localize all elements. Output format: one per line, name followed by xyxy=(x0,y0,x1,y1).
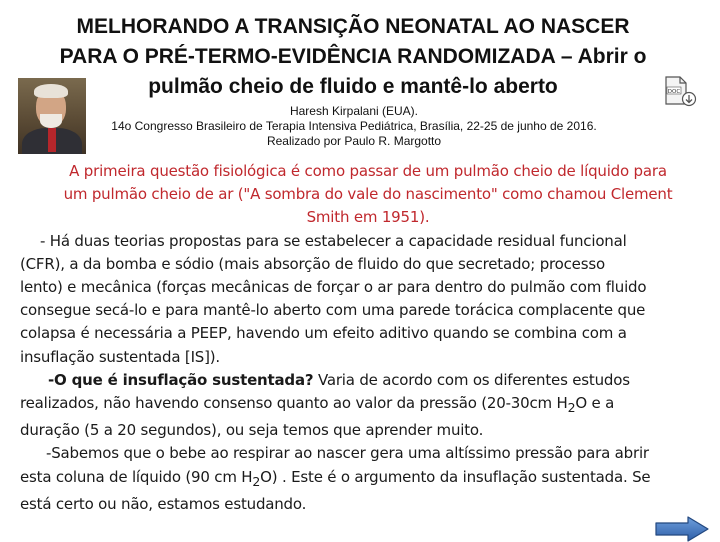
realized-by: Realizado por Paulo R. Margotto xyxy=(266,134,442,148)
paragraph-1-line-1: A primeira questão fisiológica é como passar de um pulmão cheio de líquido para xyxy=(69,162,667,180)
paragraph-2-line-1: - Há duas teorias propostas para se estabelecer a capacidade residual funcional xyxy=(40,231,627,250)
paragraph-4-line-1: -Sabemos que o bebe ao respirar ao nascer gera uma altíssimo pressão para abrir xyxy=(46,444,649,463)
author-photo xyxy=(18,78,86,154)
paragraph-1-line-2: um pulmão cheio de ar ("A sombra do vale do nascimento" como chamou Clement xyxy=(63,185,673,204)
title-line-1: MELHORANDO A TRANSIÇÃO NEONATAL AO NASCER xyxy=(76,15,630,38)
doc-download-icon[interactable] xyxy=(663,76,697,108)
paragraph-1-line-3: Smith em 1951). xyxy=(306,208,430,227)
paragraph-2-line-6: insuflação sustentada [IS]). xyxy=(20,347,220,366)
paragraph-3-line-2: realizados, não havendo consenso quanto ao valor da pressão (20-30cm $H_2O$ e a xyxy=(20,394,615,416)
slide-title xyxy=(8,12,698,102)
paragraph-2-line-2: (CFR), a da bomba e sódio (mais absorção de fluido do que secretado; processo xyxy=(20,254,605,273)
svg-text:DOC: DOC xyxy=(667,88,681,95)
title-line-3: pulmão cheio de fluido e mantê-lo aberto xyxy=(148,75,558,98)
sustained-inflation-question: -O que é insuflação sustentada? xyxy=(48,370,314,389)
paragraph-4-line-2: esta coluna de líquido (90 cm $H_2O$) . Este é o argumento da insuflação sustentada. Se xyxy=(20,467,651,489)
paragraph-3-line-1: -O que é insuflação sustentada? Varia de acordo com os diferentes estudos xyxy=(48,370,630,389)
slide-body xyxy=(20,160,716,516)
paragraph-2-line-4: consegue secá-lo e para mantê-lo aberto com uma parede torácica complacente que xyxy=(20,301,646,320)
event-info: 14o Congresso Brasileiro de Terapia Intensiva Pediátrica, Brasília, 22-25 de junho de 2016. xyxy=(111,119,597,133)
paragraph-3-line-3: duração (5 a 20 segundos), ou seja temos que aprender muito. xyxy=(20,421,484,440)
paragraph-2-line-5: colapsa é necessária a PEEP, havendo um efeito aditivo quando se combina com a xyxy=(20,324,627,343)
paragraph-4-line-3: está certo ou não, estamos estudando. xyxy=(20,494,307,513)
paragraph-2-line-3: lento) e mecânica (forças mecânicas de forçar o ar para dentro do pulmão com fluido xyxy=(20,278,647,297)
author-info xyxy=(84,104,624,149)
author-name: Haresh Kirpalani (EUA). xyxy=(289,104,419,118)
next-slide-arrow-icon[interactable] xyxy=(654,516,710,542)
title-line-2: PARA O PRÉ-TERMO-EVIDÊNCIA RANDOMIZADA – Abrir o xyxy=(59,45,647,68)
